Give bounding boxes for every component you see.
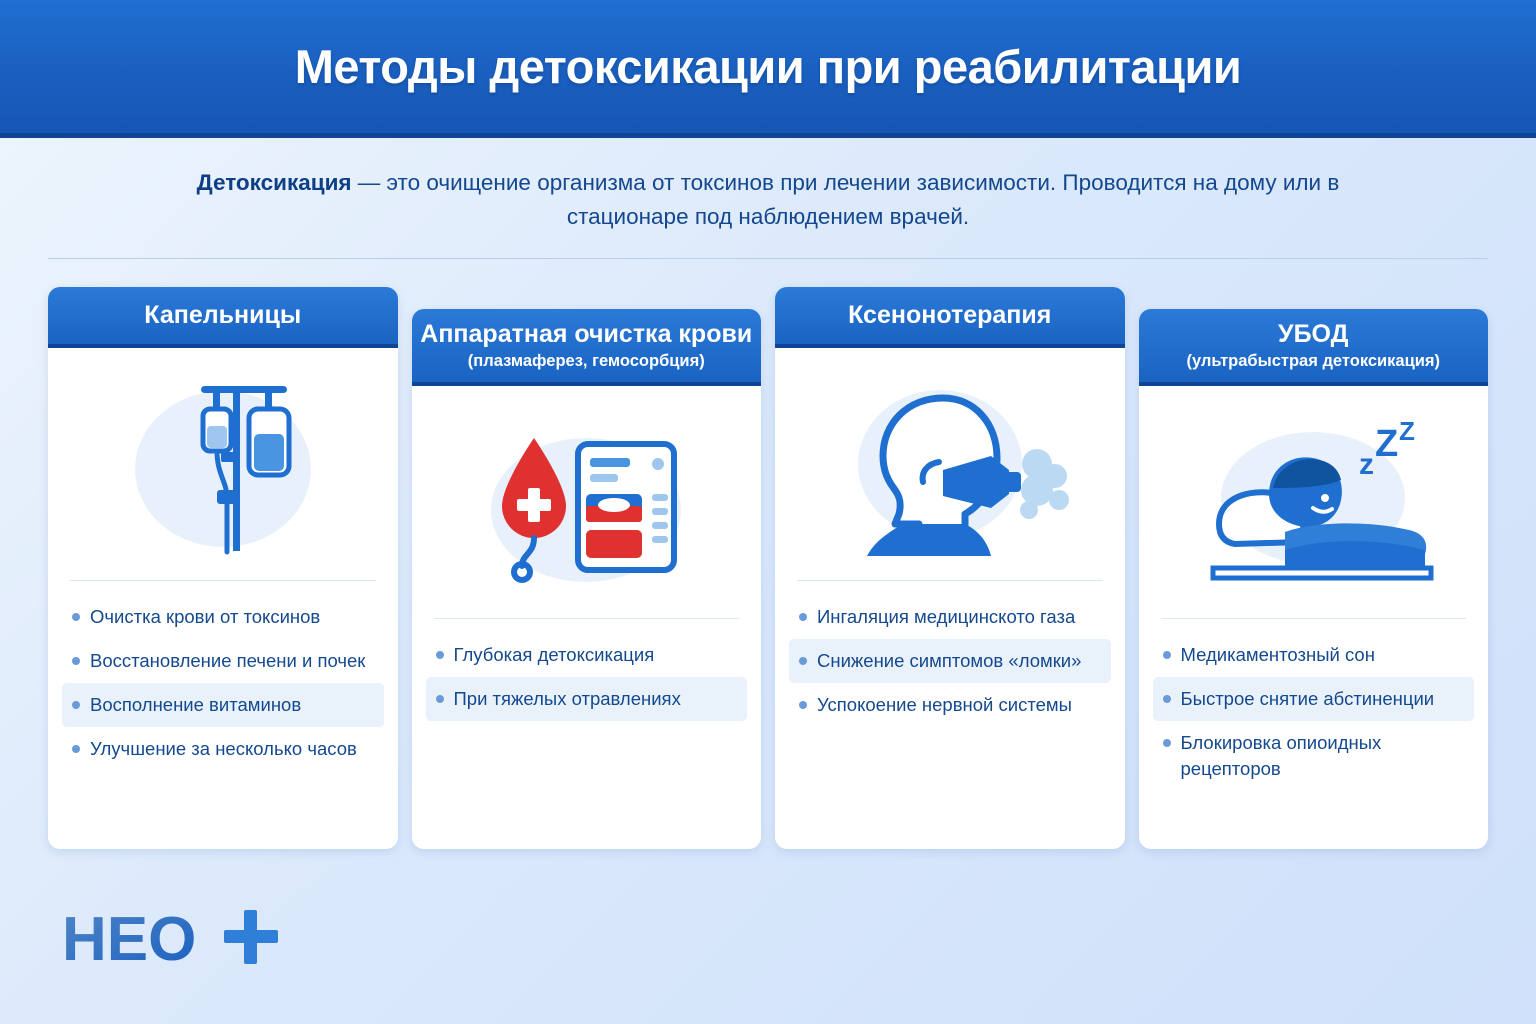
list-item-label: Быстрое снятие абстиненции	[1180, 688, 1435, 709]
brand-logo	[62, 902, 292, 976]
bullet-dot-icon	[1163, 739, 1171, 747]
list-item-label: Блокировка опиоидных рецепторов	[1180, 732, 1382, 779]
bullet-dot-icon	[436, 651, 444, 659]
card-header	[412, 309, 762, 386]
bullet-dot-icon	[436, 695, 444, 703]
list-item	[426, 677, 748, 721]
benefit-list	[48, 581, 398, 789]
bullet-dot-icon	[1163, 651, 1171, 659]
logo-text: НЕО	[62, 905, 197, 974]
method-card-drip[interactable]	[48, 287, 398, 849]
iv-drip-icon	[48, 348, 398, 580]
list-item	[62, 639, 384, 683]
list-item	[789, 683, 1111, 727]
inhalation-mask-icon	[775, 348, 1125, 580]
bullet-dot-icon	[799, 701, 807, 709]
list-item	[1153, 721, 1475, 791]
bullet-dot-icon	[799, 613, 807, 621]
svg-text:Z: Z	[1399, 416, 1416, 446]
list-item-label: Ингаляция медицинското газа	[817, 606, 1076, 627]
list-item	[789, 639, 1111, 683]
list-item	[789, 595, 1111, 639]
card-header	[48, 287, 398, 348]
list-item-label: Очистка крови от токсинов	[90, 606, 321, 627]
method-card-ubod[interactable]	[1139, 309, 1489, 849]
list-item	[1153, 677, 1475, 721]
list-item-label: Успокоение нервной системы	[817, 694, 1072, 715]
list-item-label: Медикаментозный сон	[1180, 644, 1375, 665]
bullet-dot-icon	[72, 657, 80, 665]
list-item-label: Глубокая детоксикация	[453, 644, 655, 665]
list-item-label: Улучшение за несколько часов	[90, 738, 357, 759]
svg-text:Z: Z	[1375, 423, 1399, 465]
list-item-label: Восстановление печени и почек	[90, 650, 366, 671]
sleeping-patient-icon	[1139, 386, 1489, 618]
benefit-list	[412, 619, 762, 739]
intro-rest: — это очищение организма от токсинов при лечении зависимости. Проводится на дому или в стационаре под наблюдением врачей.	[351, 170, 1340, 229]
blood-drop-machine-icon	[412, 386, 762, 618]
svg-text:z: z	[1359, 448, 1375, 481]
card-header	[775, 287, 1125, 348]
list-item-label: Восполнение витаминов	[90, 694, 302, 715]
list-item	[62, 683, 384, 727]
benefit-list	[775, 581, 1125, 745]
intro-paragraph	[143, 166, 1393, 234]
method-card-xenon[interactable]	[775, 287, 1125, 849]
intro-lead: Детоксикация	[196, 170, 352, 195]
card-title: Ксенонотерапия	[848, 301, 1052, 329]
list-item	[1153, 633, 1475, 677]
page-title: Методы детоксикации при реабилитации	[294, 40, 1242, 93]
card-title: Капельницы	[144, 301, 302, 329]
card-subtitle: (ультрабыстрая детоксикация)	[1186, 352, 1441, 370]
methods-card-grid	[0, 259, 1536, 849]
card-subtitle: (плазмаферез, гемосорбция)	[467, 352, 705, 370]
card-title: Аппаратная очистка крови	[420, 320, 753, 348]
bullet-dot-icon	[72, 745, 80, 753]
list-item	[62, 595, 384, 639]
list-item	[426, 633, 748, 677]
bullet-dot-icon	[799, 657, 807, 665]
method-card-apparatus[interactable]	[412, 309, 762, 849]
list-item-label: Снижение симптомов «ломки»	[817, 650, 1082, 671]
list-item	[62, 727, 384, 771]
list-item-label: При тяжелых отравлениях	[453, 688, 681, 709]
page-header	[0, 0, 1536, 138]
card-header	[1139, 309, 1489, 386]
bullet-dot-icon	[72, 613, 80, 621]
bullet-dot-icon	[72, 701, 80, 709]
card-title: УБОД	[1278, 320, 1349, 348]
benefit-list	[1139, 619, 1489, 809]
bullet-dot-icon	[1163, 695, 1171, 703]
